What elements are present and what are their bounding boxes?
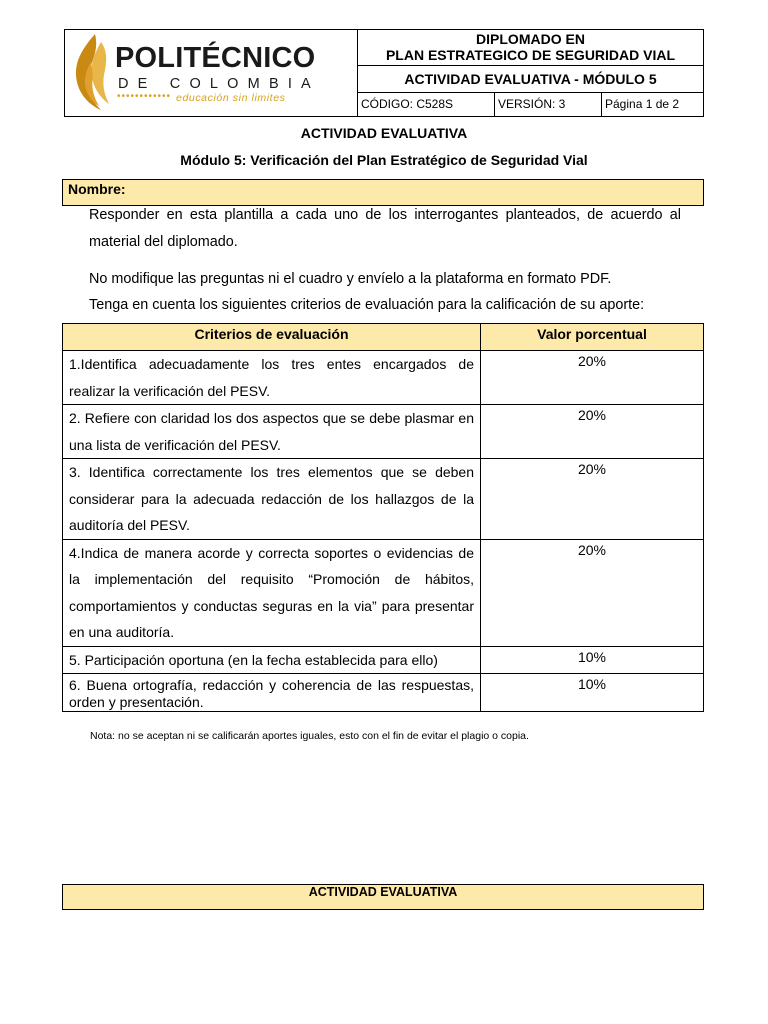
logo-subtitle: DE COLOMBIA: [118, 76, 320, 92]
value-cell: 20%: [481, 405, 704, 459]
column-header-criteria: Criterios de evaluación: [63, 324, 481, 351]
instruction-paragraph-1: Responder en esta plantilla a cada uno de los interrogantes planteados, de acuerdo al material del diplomado.: [89, 207, 681, 250]
logo-tagline: educación sin limites: [176, 92, 286, 104]
header-page-number: Página 1 de 2: [605, 97, 680, 111]
value-cell: 20%: [481, 459, 704, 540]
table-row: [63, 459, 704, 540]
instruction-paragraph-2: No modifique las preguntas ni el cuadro y envíelo a la plataforma en formato PDF.: [89, 271, 612, 287]
header-version: VERSIÓN: 3: [495, 93, 602, 116]
logo-name: POLITÉCNICO: [115, 42, 316, 74]
table-row: [63, 405, 704, 459]
plagiarism-note: Nota: no se aceptan ni se calificarán aportes iguales, esto con el fin de evitar el plagio o copia.: [90, 730, 529, 742]
instruction-paragraph-3: Tenga en cuenta los siguientes criterios de evaluación para la calificación de su aporte:: [89, 297, 645, 313]
column-header-value: Valor porcentual: [481, 324, 704, 351]
table-row: [63, 539, 704, 646]
table-header-row: [63, 324, 704, 351]
table-row: [63, 646, 704, 674]
header-line1: DIPLOMADO EN: [476, 31, 585, 47]
header-code: CÓDIGO: C528S: [358, 93, 495, 116]
section-title-bar: ACTIVIDAD EVALUATIVA: [62, 884, 704, 910]
flame-logo-icon: [71, 32, 113, 112]
value-cell: 10%: [481, 674, 704, 712]
criterion-cell: 6. Buena ortografía, redacción y coherencia de las respuestas, orden y presentación.: [63, 674, 481, 712]
header-activity: ACTIVIDAD EVALUATIVA - MÓDULO 5: [358, 66, 703, 93]
header-line2: PLAN ESTRATEGICO DE SEGURIDAD VIAL: [385, 47, 676, 63]
criteria-table: [62, 323, 704, 712]
value-cell: 10%: [481, 646, 704, 674]
criterion-cell: 2. Refiere con claridad los dos aspectos que se debe plasmar en una lista de verificación del PESV.: [63, 405, 481, 459]
criterion-cell: 5. Participación oportuna (en la fecha establecida para ello): [63, 646, 481, 674]
name-field[interactable]: Nombre:: [62, 179, 704, 206]
logo-cell: [65, 30, 358, 116]
criterion-cell: 3. Identifica correctamente los tres elementos que se deben considerar para la adecuada redacción de los hallazgos de la auditoría del PESV.: [63, 459, 481, 540]
value-cell: 20%: [481, 539, 704, 646]
document-subtitle: Módulo 5: Verificación del Plan Estratégico de Seguridad Vial: [180, 152, 588, 168]
header-program-title: [358, 30, 703, 66]
table-row: [63, 674, 704, 712]
document-title: ACTIVIDAD EVALUATIVA: [300, 125, 468, 141]
document-header: [64, 29, 704, 117]
value-cell: 20%: [481, 351, 704, 405]
criterion-cell: 4.Indica de manera acorde y correcta soportes o evidencias de la implementación del requisito “Promoción de hábitos, comportamientos y conductas seguras en la via” para presentar en una auditoría.: [63, 539, 481, 646]
criterion-cell: 1.Identifica adecuadamente los tres entes encargados de realizar la verificación del PESV.: [63, 351, 481, 405]
table-row: [63, 351, 704, 405]
logo-dots: ••••••••••••: [117, 91, 172, 102]
